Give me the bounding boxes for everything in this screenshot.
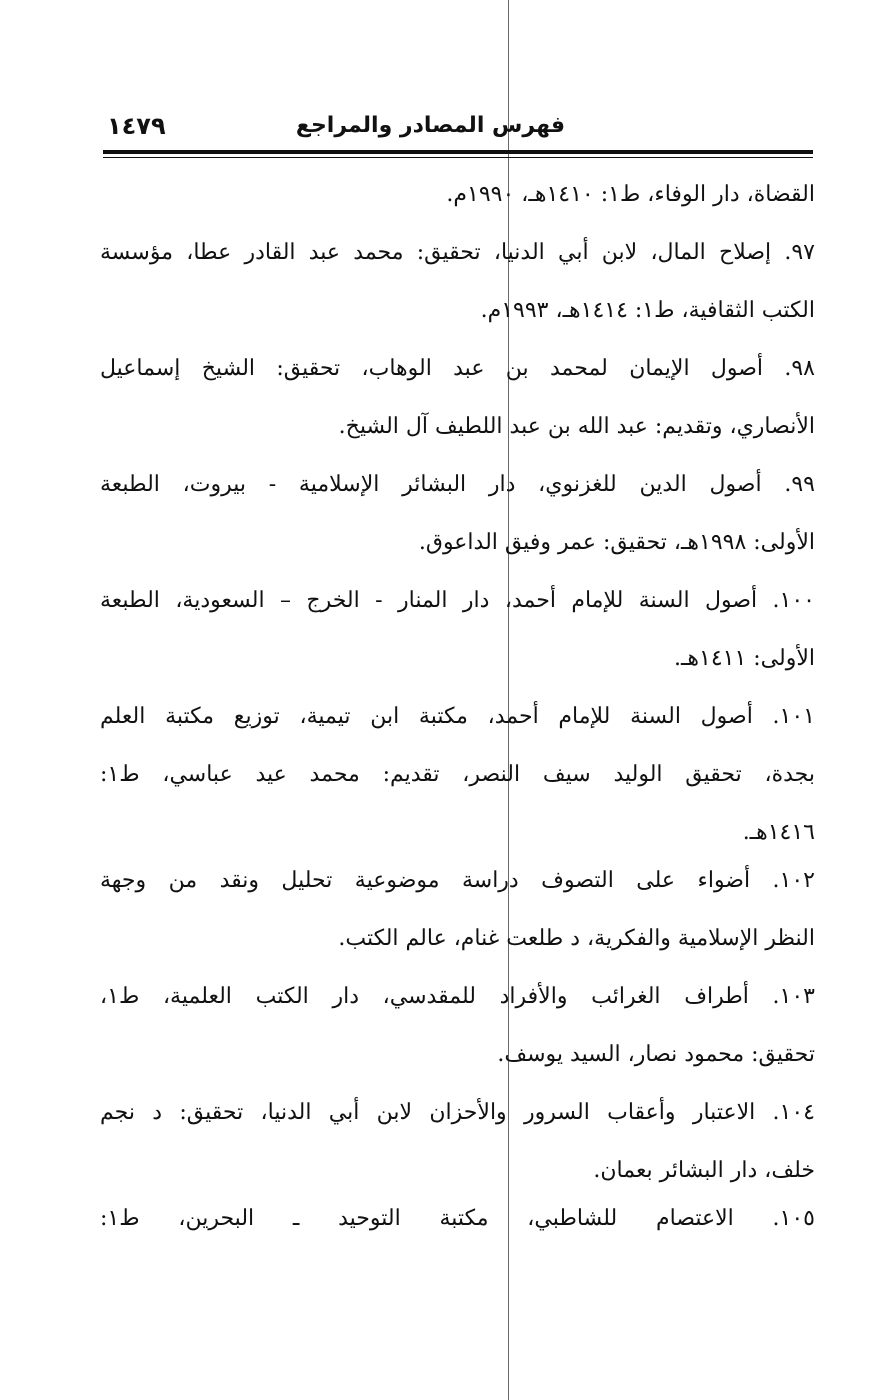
- text-line: الأولى: ١٩٩٨هـ، تحقيق: عمر وفيق الداعوق.: [418, 530, 815, 555]
- text-line: ١٤١٦هـ.: [742, 820, 815, 845]
- text-line: بجدة، تحقيق الوليد سيف النصر، تقديم: محمد عيد عباسي، ط١:: [100, 762, 815, 787]
- text-line: الأنصاري، وتقديم: عبد الله بن عبد اللطيف آل الشيخ.: [338, 414, 815, 439]
- text-line: ١٠٤. الاعتبار وأعقاب السرور والأحزان لابن أبي الدنيا، تحقيق: د نجم: [100, 1100, 815, 1125]
- text-line: ١٠٥. الاعتصام للشاطبي، مكتبة التوحيد ـ البحرين، ط١:: [100, 1206, 815, 1231]
- text-line: ١٠٢. أضواء على التصوف دراسة موضوعية تحليل ونقد من وجهة: [100, 868, 815, 893]
- text-line: ٩٩. أصول الدين للغزنوي، دار البشائر الإسلامية - بيروت، الطبعة: [100, 472, 815, 497]
- text-line: ١٠١. أصول السنة للإمام أحمد، مكتبة ابن تيمية، توزيع مكتبة العلم: [100, 704, 815, 729]
- text-line: تحقيق: محمود نصار، السيد يوسف.: [497, 1042, 815, 1067]
- text-line: القضاة، دار الوفاء، ط١: ١٤١٠هـ، ١٩٩٠م.: [446, 182, 815, 207]
- text-line: ١٠٣. أطراف الغرائب والأفراد للمقدسي، دار الكتب العلمية، ط١،: [100, 984, 815, 1009]
- page-header: [103, 108, 813, 148]
- header-rule-thick: [103, 150, 813, 154]
- header-rule-thin: [103, 157, 813, 158]
- text-line: خلف، دار البشائر بعمان.: [593, 1158, 815, 1183]
- text-line: ١٠٠. أصول السنة للإمام أحمد، دار المنار - الخرج – السعودية، الطبعة: [100, 588, 815, 613]
- header-title: فهرس المصادر والمراجع: [295, 113, 565, 138]
- page-number: ١٤٧٩: [107, 112, 166, 140]
- text-line: النظر الإسلامية والفكرية، د طلعت غنام، عالم الكتب.: [338, 926, 815, 951]
- text-line: ٩٧. إصلاح المال، لابن أبي الدنيا، تحقيق: محمد عبد القادر عطا، مؤسسة: [100, 240, 815, 265]
- text-line: ٩٨. أصول الإيمان لمحمد بن عبد الوهاب، تحقيق: الشيخ إسماعيل: [100, 356, 815, 381]
- text-line: الكتب الثقافية، ط١: ١٤١٤هـ، ١٩٩٣م.: [480, 298, 815, 323]
- text-line: الأولى: ١٤١١هـ.: [673, 646, 815, 671]
